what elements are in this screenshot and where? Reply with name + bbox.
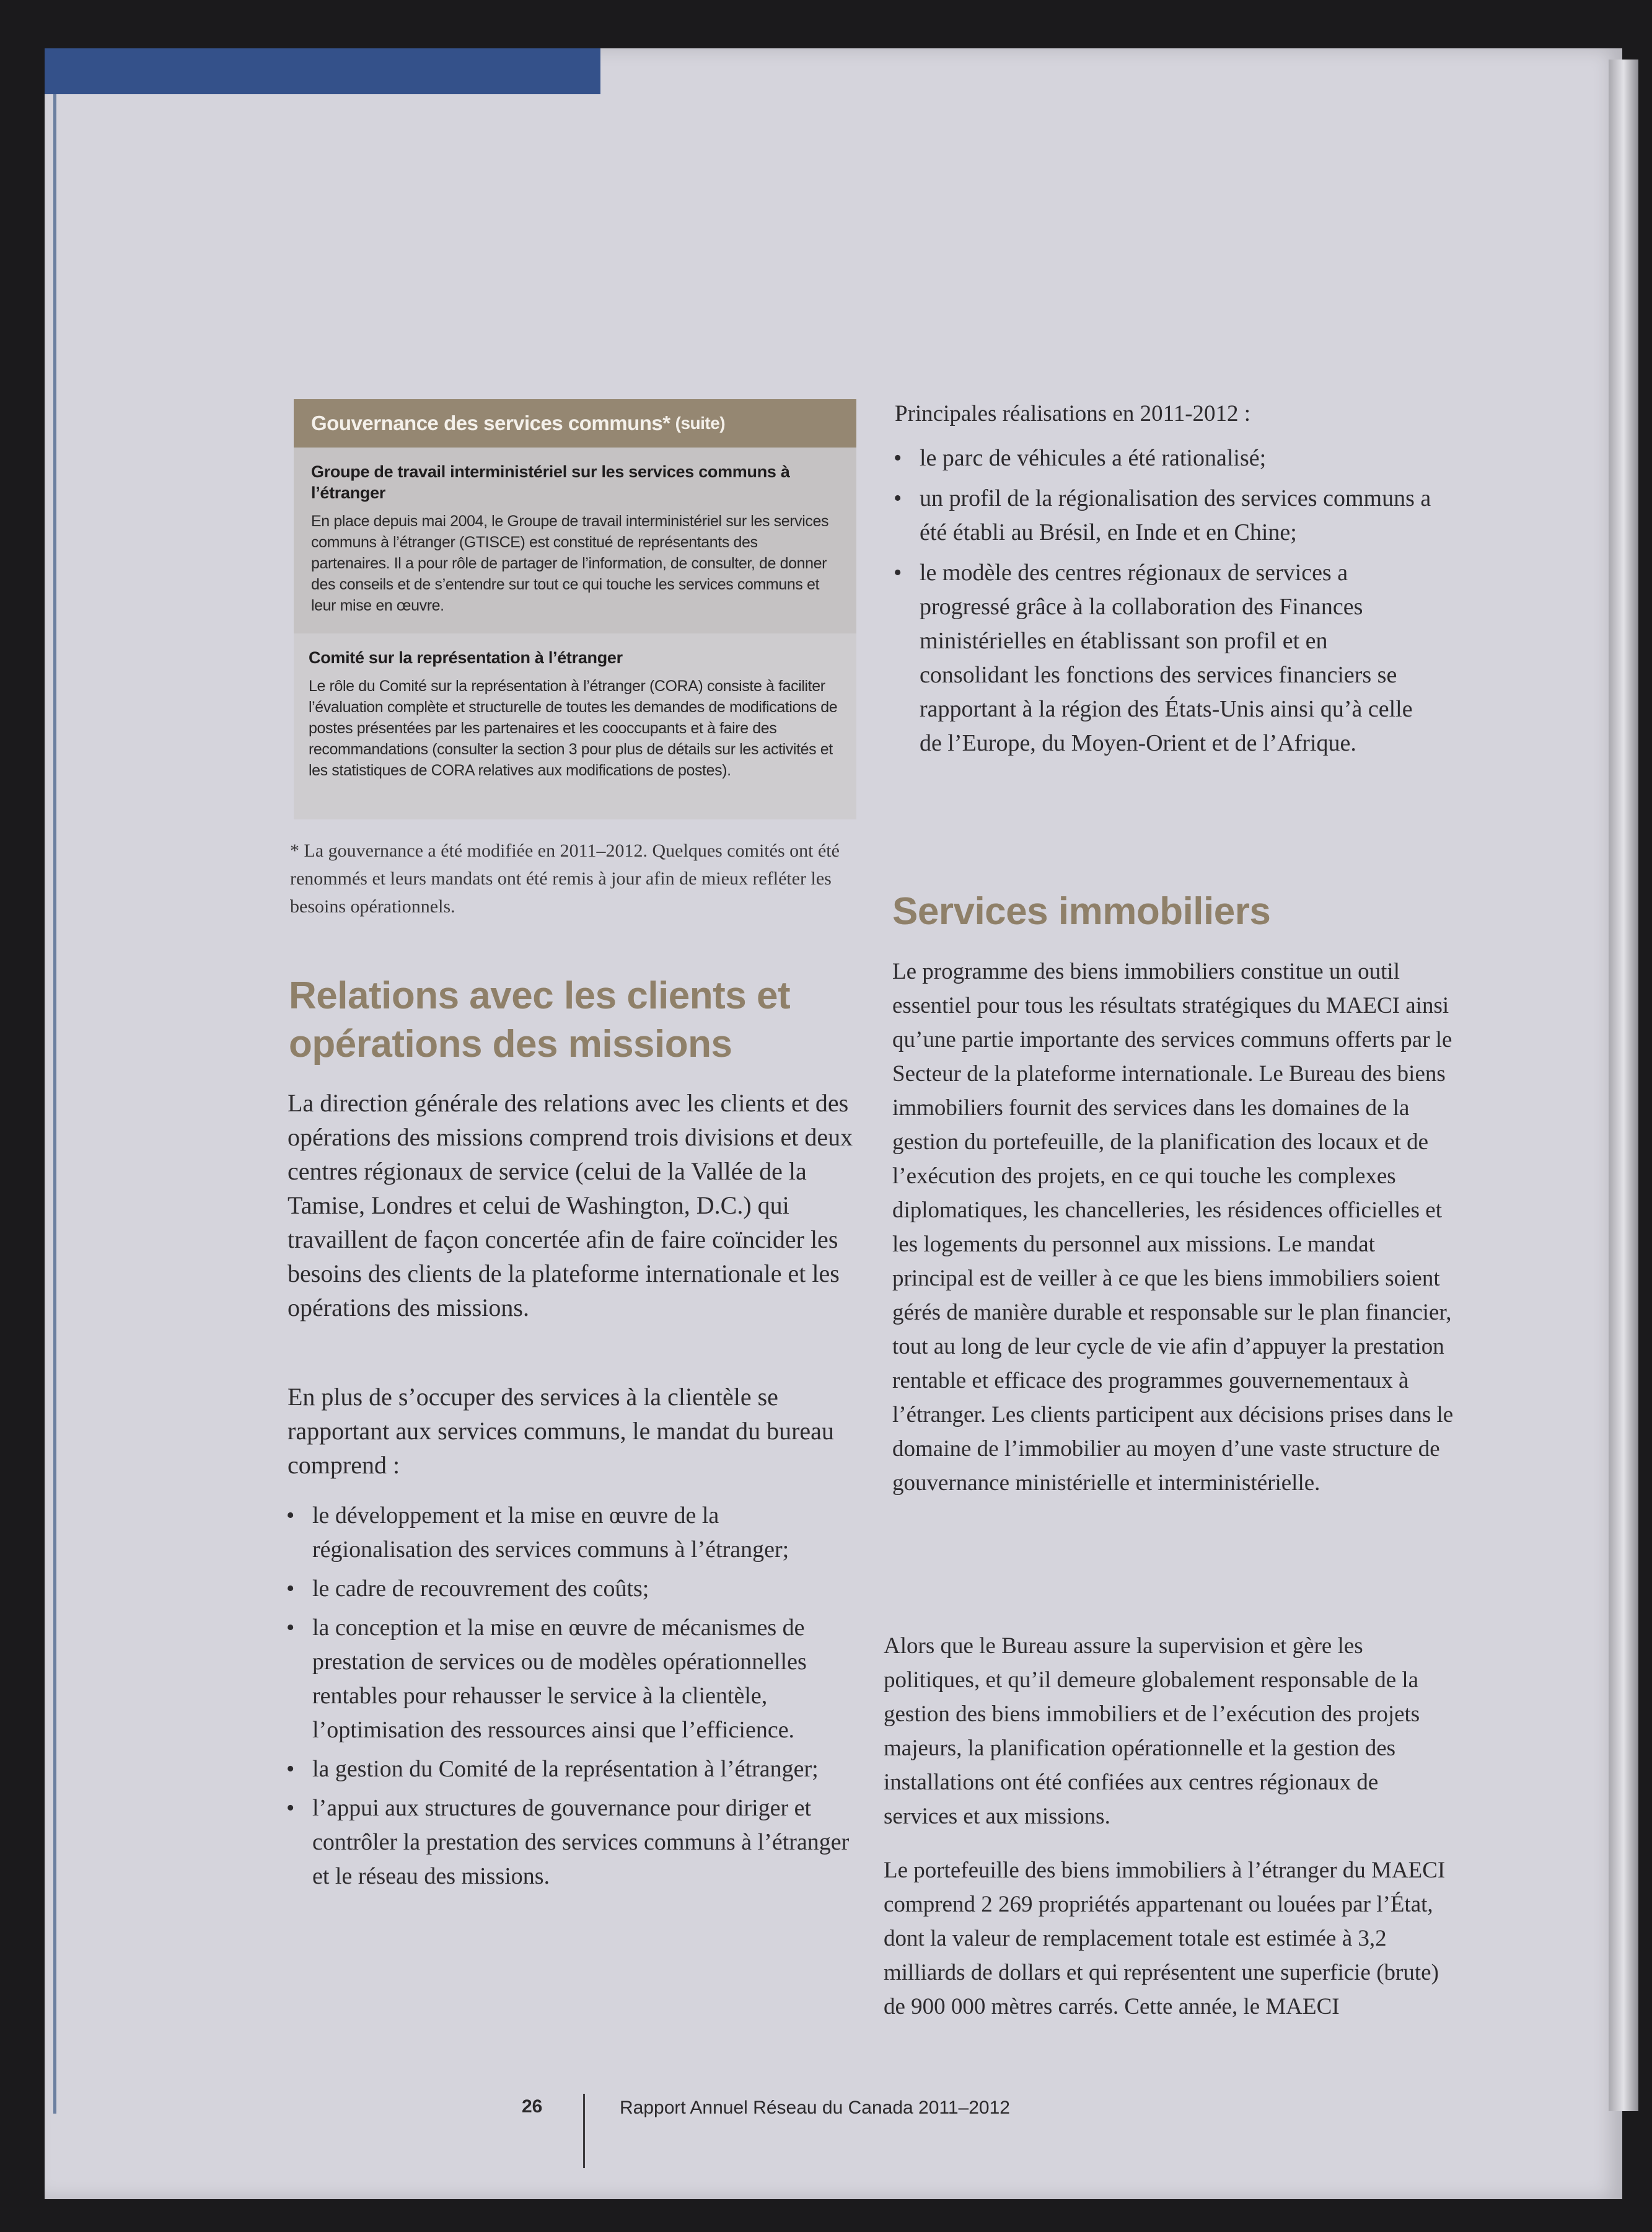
list-item: • la conception et la mise en œuvre de mécanismes de prestation de services ou de modèles opérationnelles rentables pour rehausser le service à la clientèle, l’optimisation des ressources ainsi que l’efficience. (285, 1611, 855, 1747)
list-item: • le parc de véhicules a été rationalisé; (892, 441, 1431, 475)
list-item: • un profil de la régionalisation des services communs a été établi au Brésil, en Inde et en Chine; (892, 482, 1431, 550)
real-estate-paragraph-2: Alors que le Bureau assure la supervision et gère les politiques, et qu’il demeure globalement responsable de la gestion des biens immobiliers et de l’exécution des projets majeurs, la planification opérationnelle et la gestion des installations ont été confiées aux centres régionaux de services et aux missions. (884, 1633, 1420, 1829)
sidebar-section-text: Le rôle du Comité sur la représentation à l’étranger (CORA) consiste à faciliter l’évaluation complète et structurelle de toutes les demandes de modifications de postes présentées par les partenaires et les cooccupants et à faire des recommandations (consulter la section 3 pour plus de détails sur les activités et les statistiques de CORA relatives aux modifications de postes). (309, 677, 838, 779)
achievements-bullet-list (892, 441, 1431, 761)
publication-title: Rapport Annuel Réseau du Canada 2011–2012 (620, 2097, 1010, 2118)
section-heading-real-estate: Services immobiliers (892, 890, 1271, 933)
header-color-bar (45, 48, 600, 94)
list-item: • le cadre de recouvrement des coûts; (285, 1572, 855, 1606)
sidebar-box-header (294, 399, 856, 448)
client-relations-paragraph-1: La direction générale des relations avec les clients et des opérations des missions comprend trois divisions et deux centres régionaux de service (celui de la Vallée de la Tamise, Londres et celui de Washington, D.C.) qui travaillent de façon concertée afin de faire coïncider les besoins des clients de la plateforme internationale et les opérations des missions. (288, 1089, 853, 1321)
achievements-title: Principales réalisations en 2011-2012 : (895, 401, 1251, 426)
mandate-bullet-list (285, 1499, 855, 1894)
list-item: • le développement et la mise en œuvre de la régionalisation des services communs à l’étranger; (285, 1499, 855, 1567)
governance-footnote: * La gouvernance a été modifiée en 2011–2012. Quelques comités ont été renommés et leurs mandats ont été remis à jour afin de mieux refléter les besoins opérationnels. (290, 840, 840, 917)
list-item: • l’appui aux structures de gouvernance pour diriger et contrôler la prestation des services communs à l’étranger et le réseau des missions. (285, 1791, 855, 1894)
real-estate-paragraph-3: Le portefeuille des biens immobiliers à l’étranger du MAECI comprend 2 269 propriétés appartenant ou louées par l’État, dont la valeur de remplacement totale est estimée à 3,2 milliards de dollars et qui représentent une superficie (brute) de 900 000 mètres carrés. Cette année, le MAECI (884, 1858, 1446, 2019)
sidebar-section-heading: Groupe de travail interministériel sur les services communs à l’étranger (311, 462, 790, 502)
page-edge (1609, 60, 1638, 2111)
section-heading-client-relations: Relations avec les clients et opérations des missions (289, 974, 791, 1065)
client-relations-paragraph-2: En plus de s’occuper des services à la clientèle se rapportant aux services communs, le mandat du bureau comprend : (288, 1383, 834, 1479)
list-item: • la gestion du Comité de la représentation à l’étranger; (285, 1752, 855, 1786)
sidebar-section-gtisce (294, 448, 856, 633)
binding-edge (53, 93, 56, 2114)
sidebar-section-heading: Comité sur la représentation à l’étranger (309, 648, 623, 667)
footer-divider (583, 2094, 585, 2168)
page-number: 26 (522, 2096, 543, 2117)
sidebar-box-title-suffix: (suite) (675, 413, 726, 433)
sidebar-section-text: En place depuis mai 2004, le Groupe de travail interministériel sur les services communs à l’étranger (GTISCE) est constitué de représentants des partenaires. Il a pour rôle de partager de l’information, de consulter, de donner des conseils et de s’entendre sur tout ce qui touche les services communs et leur mise en œuvre. (311, 513, 829, 614)
sidebar-section-cora (294, 633, 856, 819)
sidebar-box-title: Gouvernance des services communs* (311, 412, 670, 434)
list-item: • le modèle des centres régionaux de services a progressé grâce à la collaboration des Finances ministérielles en établissant son profil et en consolidant les fonctions des services financiers se rapportant à la région des États-Unis ainsi qu’à celle de l’Europe, du Moyen-Orient et de l’Afrique. (892, 556, 1431, 761)
real-estate-paragraph-1: Le programme des biens immobiliers constitue un outil essentiel pour tous les résultats stratégiques du MAECI ainsi qu’une partie importante des services communs offerts par le Secteur de la plateforme internationale. Le Bureau des biens immobiliers fournit des services dans les domaines de la gestion du portefeuille, de la planification des locaux et de l’exécution des projets, en ce qui touche les complexes diplomatiques, les chancelleries, les résidences officielles et les logements du personnel aux missions. Le mandat principal est de veiller à ce que les biens immobiliers soient gérés de manière durable et responsable sur le plan financier, tout au long de leur cycle de vie afin d’appuyer la prestation rentable et efficace des programmes gouvernementaux à l’étranger. Les clients participent aux décisions prises dans le domaine de l’immobilier au moyen d’une vaste structure de gouvernance ministérielle et interministérielle. (892, 959, 1454, 1496)
governance-sidebar-box (294, 399, 856, 819)
